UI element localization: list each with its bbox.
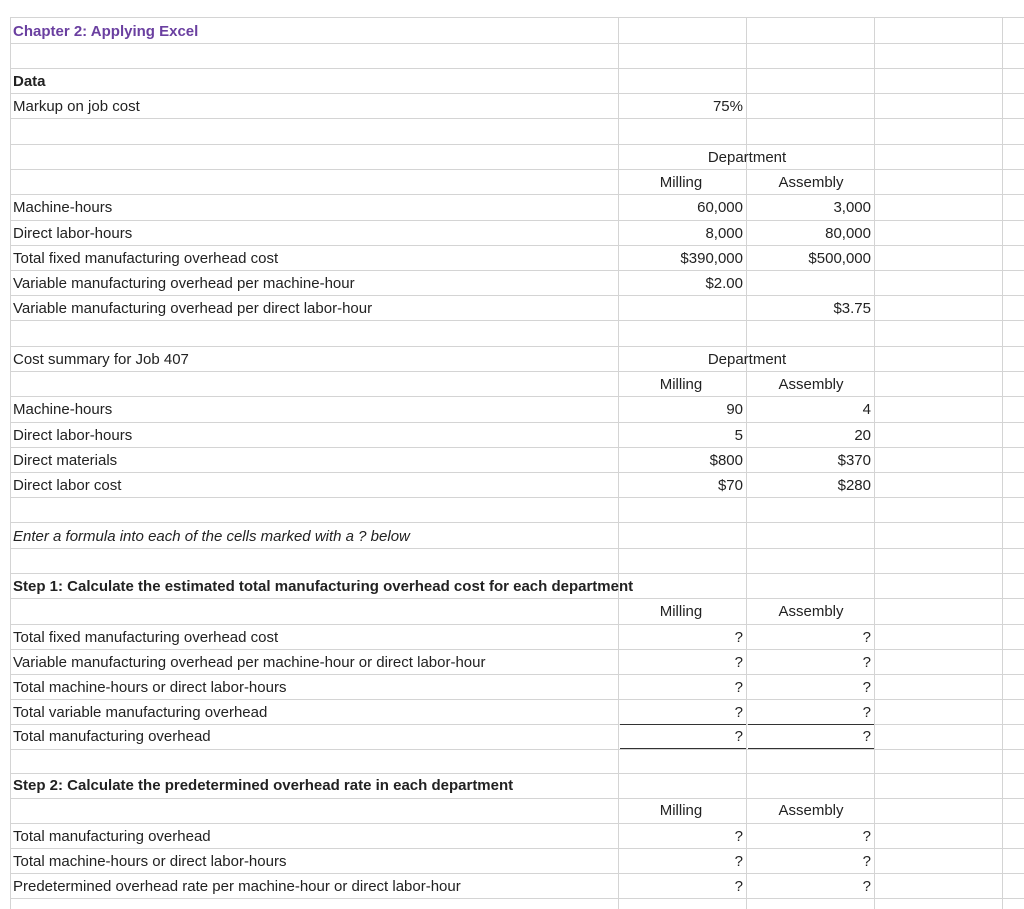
job-row-label: Direct materials bbox=[13, 452, 118, 469]
job-row-label: Machine-hours bbox=[13, 401, 113, 418]
gridline bbox=[10, 447, 1024, 448]
dept-assembly-cell[interactable] bbox=[748, 271, 871, 296]
job-group-header: Department bbox=[707, 351, 787, 368]
job-assembly-cell[interactable]: 4 bbox=[862, 401, 871, 418]
gridline bbox=[10, 422, 1024, 423]
job-heading: Cost summary for Job 407 bbox=[13, 351, 189, 368]
step2-milling-cell[interactable]: ? bbox=[734, 828, 743, 845]
job-milling-cell[interactable]: 90 bbox=[726, 401, 743, 418]
step1-assembly-cell[interactable]: ? bbox=[862, 704, 871, 721]
step2-row-label: Total manufacturing overhead bbox=[13, 828, 211, 845]
dept-milling-cell[interactable]: 60,000 bbox=[697, 199, 743, 216]
step2-milling-cell[interactable]: ? bbox=[734, 853, 743, 870]
step2-assembly-cell[interactable]: ? bbox=[862, 853, 871, 870]
dept-row-label: Total fixed manufacturing overhead cost bbox=[13, 250, 279, 267]
step2-heading: Step 2: Calculate the predetermined overhead rate in each department bbox=[13, 777, 514, 794]
step1-milling-cell[interactable]: ? bbox=[734, 629, 743, 646]
gridline bbox=[10, 118, 1024, 119]
dept-milling-cell[interactable]: 8,000 bbox=[705, 225, 743, 242]
gridline bbox=[10, 749, 1024, 750]
step1-row-label: Total machine-hours or direct labor-hours bbox=[13, 679, 287, 696]
gridline bbox=[10, 497, 1024, 498]
step1-milling-cell[interactable]: ? bbox=[734, 679, 743, 696]
gridline bbox=[618, 17, 619, 909]
job-row-label: Direct labor cost bbox=[13, 477, 122, 494]
total-underline bbox=[620, 748, 746, 749]
total-underline bbox=[748, 748, 874, 749]
dept-row-label: Direct labor-hours bbox=[13, 225, 133, 242]
gridline bbox=[10, 472, 1024, 473]
dept-assembly-cell[interactable]: 80,000 bbox=[825, 225, 871, 242]
gridline bbox=[10, 17, 11, 909]
dept-row-label: Variable manufacturing overhead per machine-hour bbox=[13, 275, 355, 292]
job-milling-cell[interactable]: $800 bbox=[709, 452, 743, 469]
step1-row-label: Total manufacturing overhead bbox=[13, 728, 211, 745]
dept-milling-cell[interactable]: $390,000 bbox=[680, 250, 743, 267]
gridline bbox=[10, 93, 1024, 94]
step1-row-label: Total fixed manufacturing overhead cost bbox=[13, 629, 279, 646]
step1-row-label: Total variable manufacturing overhead bbox=[13, 704, 268, 721]
markup-label: Markup on job cost bbox=[13, 98, 140, 115]
step1-milling-cell[interactable]: ? bbox=[734, 728, 743, 745]
step1-heading: Step 1: Calculate the estimated total manufacturing overhead cost for each department bbox=[13, 578, 634, 595]
job-assembly-cell[interactable]: $370 bbox=[837, 452, 871, 469]
step1-milling-cell[interactable]: ? bbox=[734, 654, 743, 671]
step2-col-milling: Milling bbox=[659, 802, 703, 819]
step1-assembly-cell[interactable]: ? bbox=[862, 654, 871, 671]
dept-group-header: Department bbox=[707, 149, 787, 166]
gridline bbox=[1002, 17, 1003, 909]
job-col-assembly: Assembly bbox=[778, 376, 844, 393]
total-underline bbox=[748, 724, 874, 725]
dept-row-label: Machine-hours bbox=[13, 199, 113, 216]
step1-assembly-cell[interactable]: ? bbox=[862, 629, 871, 646]
gridline bbox=[10, 68, 1024, 69]
step1-row-label: Variable manufacturing overhead per machine-hour or direct labor-hour bbox=[13, 654, 486, 671]
gridline bbox=[10, 220, 1024, 221]
dept-assembly-cell[interactable]: $500,000 bbox=[808, 250, 871, 267]
job-milling-cell[interactable]: $70 bbox=[717, 477, 743, 494]
dept-assembly-cell[interactable]: 3,000 bbox=[833, 199, 871, 216]
step2-assembly-cell[interactable]: ? bbox=[862, 828, 871, 845]
dept-assembly-cell[interactable]: $3.75 bbox=[833, 300, 871, 317]
total-underline bbox=[620, 724, 746, 725]
instruction-text: Enter a formula into each of the cells marked with a ? below bbox=[13, 528, 410, 545]
dept-row-label: Variable manufacturing overhead per direct labor-hour bbox=[13, 300, 373, 317]
step2-col-assembly: Assembly bbox=[778, 802, 844, 819]
sheet-title: Chapter 2: Applying Excel bbox=[13, 23, 199, 40]
step1-assembly-cell[interactable]: ? bbox=[862, 679, 871, 696]
dept-milling-cell[interactable]: $2.00 bbox=[705, 275, 743, 292]
step2-row-label: Total machine-hours or direct labor-hours bbox=[13, 853, 287, 870]
markup-value[interactable]: 75% bbox=[712, 98, 743, 115]
step2-milling-cell[interactable]: ? bbox=[734, 878, 743, 895]
dept-col-assembly: Assembly bbox=[778, 174, 844, 191]
step1-assembly-cell[interactable]: ? bbox=[862, 728, 871, 745]
dept-milling-cell[interactable] bbox=[620, 296, 743, 321]
step1-milling-cell[interactable]: ? bbox=[734, 704, 743, 721]
step1-col-milling: Milling bbox=[659, 603, 703, 620]
gridline bbox=[10, 522, 1024, 523]
data-heading: Data bbox=[13, 73, 46, 90]
dept-col-milling: Milling bbox=[659, 174, 703, 191]
gridline bbox=[874, 17, 875, 909]
job-milling-cell[interactable]: 5 bbox=[734, 427, 743, 444]
gridline bbox=[10, 17, 1024, 18]
job-col-milling: Milling bbox=[659, 376, 703, 393]
job-assembly-cell[interactable]: $280 bbox=[837, 477, 871, 494]
job-row-label: Direct labor-hours bbox=[13, 427, 133, 444]
step2-assembly-cell[interactable]: ? bbox=[862, 878, 871, 895]
job-assembly-cell[interactable]: 20 bbox=[854, 427, 871, 444]
step2-row-label: Predetermined overhead rate per machine-hour or direct labor-hour bbox=[13, 878, 461, 895]
step1-col-assembly: Assembly bbox=[778, 603, 844, 620]
